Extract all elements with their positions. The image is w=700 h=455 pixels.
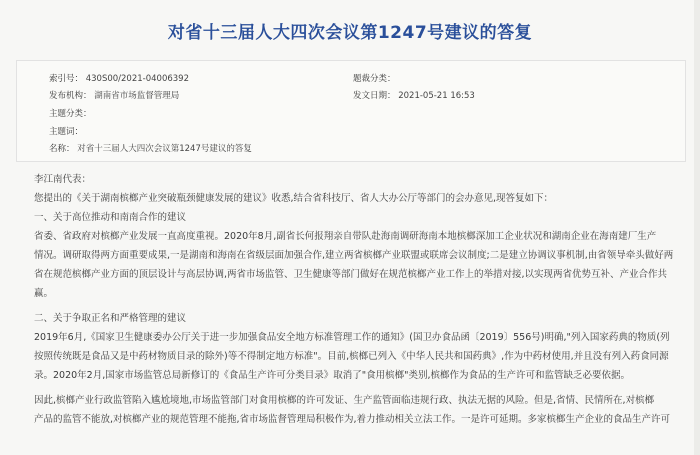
meta-keywords-label: 主题词： bbox=[49, 127, 84, 137]
meta-publisher-label: 发布机构： bbox=[49, 91, 92, 101]
document-body bbox=[34, 170, 680, 429]
paragraph-line: 2019年6月,《国家卫生健康委办公厅关于进一步加强食品安全地方标准管理工作的通知》(国卫办食品函〔2019〕556号)明确,"列入国家药典的物质(列 bbox=[34, 332, 670, 343]
meta-name-value: 对省十三届人大四次会议第1247号建议的答复 bbox=[77, 144, 252, 154]
paragraph-line: 按照传统既是食品又是中药材物质目录的除外)等不得制定地方标准"。目前,槟榔已列入《中华人民共和国药典》,作为中药材使用,并且没有列入药食同源 bbox=[34, 351, 669, 362]
meta-date-label: 发文日期： bbox=[353, 91, 396, 101]
meta-name-label: 名称： bbox=[49, 144, 75, 154]
meta-index-value: 430S00/2021-04006392 bbox=[85, 74, 189, 84]
right-edge bbox=[694, 0, 700, 455]
paragraph-line: 产品的监管不能放,对槟榔产业的规范管理不能拖,省市场监督管理局积极作为,着力推动相关立法工作。一是许可延期。多家槟榔生产企业的食品生产许可 bbox=[34, 414, 671, 425]
section-heading: 一、关于高位推动和南南合作的建议 bbox=[34, 212, 187, 223]
meta-index bbox=[49, 71, 189, 87]
meta-index-label: 索引号： bbox=[49, 74, 84, 84]
meta-subject-label: 主题分类： bbox=[49, 109, 92, 119]
meta-publisher-value: 湖南省市场监督管理局 bbox=[94, 91, 180, 101]
greeting: 李江南代表： bbox=[34, 174, 92, 185]
paragraph-line: 省委、省政府对槟榔产业发展一直高度重视。2020年8月,副省长何报翔亲自带队赴海南调研海南本地槟榔深加工企业状况和湖南企业在海南建厂生产 bbox=[34, 231, 657, 242]
paragraph-line: 情况。调研取得两方面重要成果,一是湖南和海南在省级层面加强合作,建立两省槟榔产业联盟或联席会议制度;二是建立协调议事机制,由省领导牵头做好两 bbox=[34, 250, 674, 261]
metadata-panel bbox=[16, 60, 686, 162]
meta-date-value: 2021-05-21 16:53 bbox=[398, 91, 475, 101]
meta-category bbox=[353, 71, 396, 87]
paragraph-line: 您提出的《关于湖南槟榔产业突破瓶颈健康发展的建议》收悉,结合省科技厅、省人大办公厅等部门的会办意见,现答复如下： bbox=[34, 193, 554, 204]
paragraph-line: 因此,槟榔产业行政监管陷入尴尬境地,市场监管部门对食用槟榔的许可发证、生产监管面临违规行政、执法无据的风险。但是,省情、民情所在,对槟榔 bbox=[34, 395, 655, 406]
meta-name bbox=[49, 141, 252, 157]
paragraph-line: 录。2020年2月,国家市场监管总局新修订的《食品生产许可分类目录》取消了"食用槟榔"类别,槟榔作为食品的生产许可和监管缺乏必要依据。 bbox=[34, 370, 631, 381]
meta-subject bbox=[49, 106, 92, 122]
paragraph-line: 赢。 bbox=[34, 288, 54, 299]
meta-publisher bbox=[49, 88, 179, 104]
paragraph-line: 省在规范槟榔产业方面的顶层设计与高层协调,两省市场监管、卫生健康等部门做好在规范槟榔产业工作上的举措对接,以实现两省优势互补、产业合作共 bbox=[34, 269, 668, 280]
meta-keywords bbox=[49, 124, 83, 140]
document-title: 对省十三届人大四次会议第1247号建议的答复 bbox=[167, 23, 533, 43]
meta-date bbox=[353, 88, 475, 104]
section-heading: 二、关于争取正名和严格管理的建议 bbox=[34, 313, 187, 324]
meta-category-label: 题裁分类： bbox=[353, 74, 396, 84]
